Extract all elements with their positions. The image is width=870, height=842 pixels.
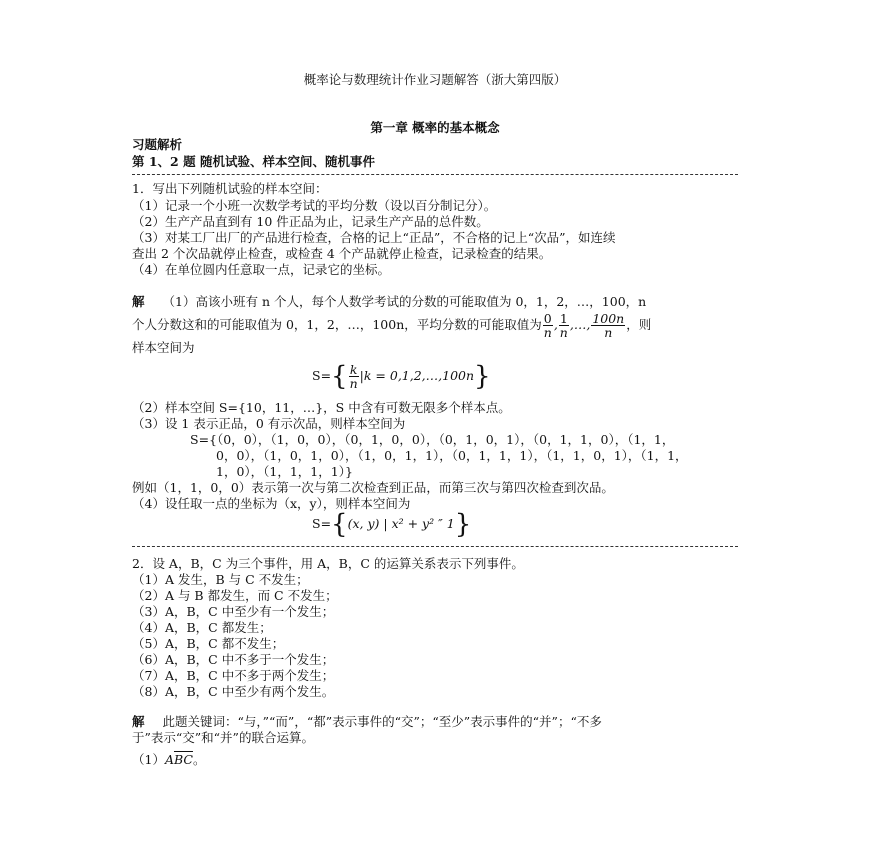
solution-1-para-1-line-2	[132, 312, 651, 339]
fraction	[543, 312, 553, 339]
fraction-numerator: 0	[543, 311, 552, 326]
solution-text: S={（0，0），（1，0，0），（0，1，0，0），（0，1，0，1），（0，1，1，0），（1，1，	[190, 432, 675, 447]
q1-item: 查出 2 个次品就停止检查，或检查 4 个产品就停止检查，记录检查的结果。	[132, 246, 552, 261]
q1-item: （3）对某工厂出厂的产品进行检查，合格的记上“正品”，不合格的记上“次品”，如连续	[132, 230, 616, 245]
q1-item: （4）在单位圆内任意取一点，记录它的坐标。	[132, 262, 390, 277]
set-expression: (x, y) | x² + y² ″ 1	[347, 516, 455, 531]
q2-item: （1）A 发生，B 与 C 不发生；	[132, 572, 309, 587]
q2-item: （4）A，B，C 都发生；	[132, 620, 272, 635]
q2-intro: 2．设 A，B，C 为三个事件，用 A，B，C 的运算关系表示下列事件。	[132, 556, 524, 571]
fraction-numerator: 100n	[592, 311, 625, 326]
solution-text: 例如（1，1，0，0）表示第一次与第二次检查到正品，而第三次与第四次检查到次品。	[132, 480, 614, 495]
solution-2-para-1	[132, 714, 602, 730]
solution-text: 于”表示“交”和“并”的联合运算。	[132, 730, 314, 745]
q2-item: （3）A，B，C 中至少有一个发生；	[132, 604, 335, 619]
left-brace-icon: {	[331, 361, 348, 392]
set-condition: |k = 0,1,2,…,100n	[359, 368, 475, 383]
divider	[132, 546, 738, 547]
solution-text: 1，0），（1，1，1，1）}	[216, 464, 353, 479]
answer-expression: A	[164, 752, 174, 767]
fraction	[591, 312, 625, 339]
fraction	[559, 312, 569, 339]
chapter-title: 第一章 概率的基本概念	[370, 120, 500, 135]
fraction-denominator: n	[559, 325, 568, 340]
answer-1	[132, 752, 205, 768]
fraction-denominator: n	[349, 376, 358, 391]
solution-label: 解	[132, 714, 145, 729]
section-label: 习题解析	[132, 137, 183, 152]
formula-label: S=	[312, 516, 332, 531]
sample-space-formula-1	[312, 360, 491, 393]
formula-label: S=	[312, 368, 332, 383]
right-brace-icon: }	[454, 509, 472, 540]
q2-item: （8）A，B，C 中至少有两个发生。	[132, 684, 335, 699]
solution-text: （1）高该小班有 n 个人，每个人数学考试的分数的可能取值为 0，1，2，…，100，n	[162, 294, 647, 309]
q2-item: （7）A，B，C 中不多于两个发生；	[132, 668, 335, 683]
fraction	[349, 363, 359, 390]
set-expression: k = 0,1,2,…,100n	[363, 368, 475, 383]
answer-number: （1）	[132, 752, 165, 767]
answer-expression-complement: $\overline{BC}$	[173, 752, 193, 767]
solution-1-para-1	[132, 294, 646, 310]
solution-text: （4）设任取一点的坐标为（x，y），则样本空间为	[132, 496, 411, 511]
q1-item: （1）记录一个小班一次数学考试的平均分数（设以百分制记分）。	[132, 198, 497, 213]
fraction-denominator: n	[604, 325, 613, 340]
solution-text: （3）设 1 表示正品，0 有示次品，则样本空间为	[132, 416, 406, 431]
q2-item: （2）A 与 B 都发生，而 C 不发生；	[132, 588, 338, 603]
solution-label: 解	[132, 294, 145, 309]
fraction-numerator: 1	[559, 311, 568, 326]
q2-item: （6）A，B，C 中不多于一个发生；	[132, 652, 335, 667]
q1-item: （2）生产产品直到有 10 件正品为止，记录生产产品的总件数。	[132, 214, 489, 229]
document-title: 概率论与数理统计作业习题解答（浙大第四版）	[303, 72, 567, 87]
solution-text: 0，0），（1，0，1，0），（1，0，1，1），（0，1，1，1），（1，1，0，1），（1，1，	[216, 448, 688, 463]
answer-suffix: 。	[192, 752, 206, 767]
subsection-title: 第 1、2 题 随机试验、样本空间、随机事件	[132, 154, 375, 169]
right-brace-icon: }	[474, 361, 491, 392]
separator: ,…,	[569, 317, 591, 332]
fraction-numerator: k	[349, 362, 358, 377]
sample-space-formula-4	[312, 510, 471, 539]
q2-item: （5）A，B，C 都不发生；	[132, 636, 285, 651]
solution-text: （2）样本空间 S={10，11，…}，S 中含有可数无限多个样本点。	[132, 400, 511, 415]
divider	[132, 174, 738, 175]
q1-intro: 1．写出下列随机试验的样本空间：	[132, 181, 328, 196]
solution-text: 样本空间为	[132, 340, 195, 355]
solution-text: 此题关键词：“与，”“而”，“都”表示事件的“交”；“至少”表示事件的“并”；“不多	[162, 714, 602, 729]
solution-text: ，则	[626, 317, 652, 332]
fraction-denominator: n	[543, 325, 552, 340]
separator: ,	[553, 317, 558, 332]
solution-text: 个人分数这和的可能取值为 0，1，2，…，100n，平均分数的可能取值为	[132, 317, 542, 332]
left-brace-icon: {	[331, 509, 348, 540]
